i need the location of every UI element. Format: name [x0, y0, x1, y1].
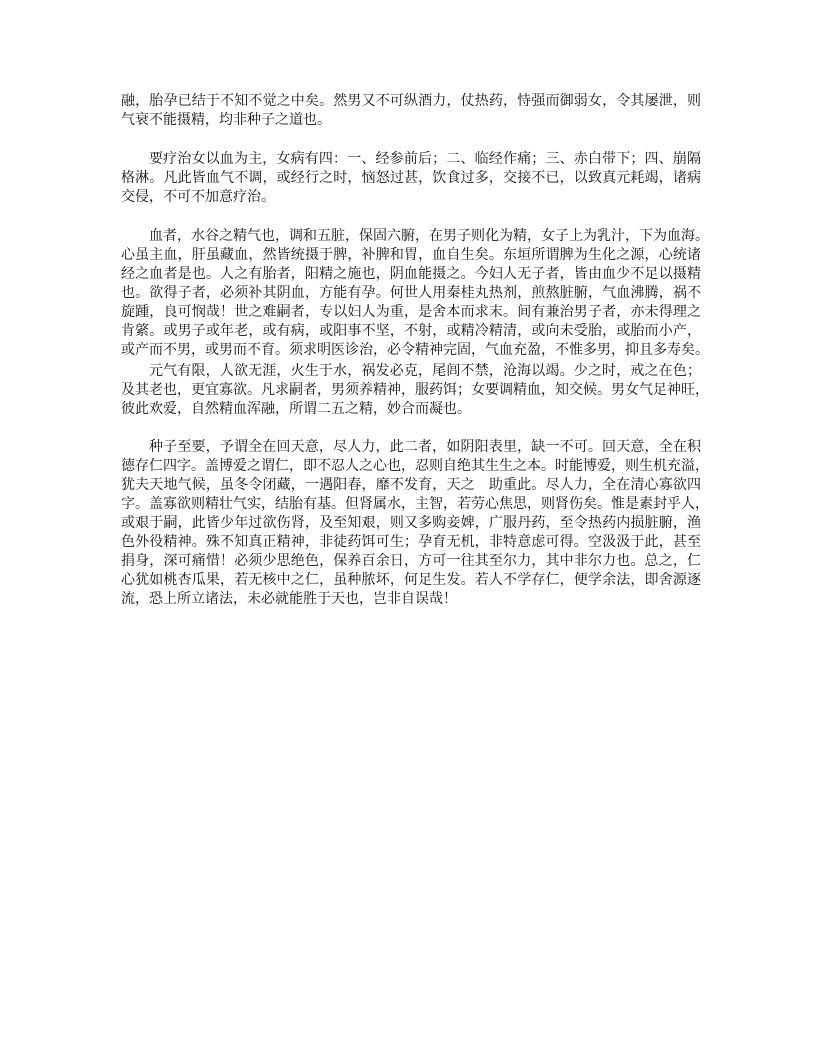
text-line: 也。欲得子者，必须补其阴血，方能有孕。何世人用秦桂丸热剂，煎熬脏腑，气血沸腾，祸不 — [121, 285, 701, 301]
text-line: 犹夫天地气候，虽冬令闭藏，一遇阳春，靡不发育，天之 助重此。尽人力，全在清心寡欲四 — [121, 477, 701, 493]
text-line: 血者，水谷之精气也，调和五脏，保固六腑，在男子则化为精，女子上为乳汁，下为血海。 — [149, 228, 709, 244]
text-line: 元气有限，人欲无涯，火生于水，祸发必克，尾闾不禁，沧海以竭。少之时，戒之在色； — [149, 363, 701, 379]
text-line: 及其老也，更宜寡欲。凡求嗣者，男须养精神，服药饵；女要调精血，知交候。男女气足神旺， — [121, 382, 709, 398]
text-line: 彼此欢爱，自然精血浑融，所谓二五之精，妙合而凝也。 — [121, 401, 471, 417]
text-line: 流，恐上所立诸法，未必就能胜于天也，岂非自误哉！ — [121, 591, 457, 607]
text-line: 气衰不能摄精，均非种子之道也。 — [121, 112, 331, 128]
text-line: 德存仁四字。盖博爱之谓仁，即不忍人之心也，忍则自绝其生生之本。时能博爱，则生机充溢， — [121, 458, 709, 474]
text-line: 或艰于嗣，此皆少年过欲伤肾，及至知艰，则又多购妾婢，广服丹药，至令热药内损脏腑，渔 — [121, 515, 701, 531]
text-line: 或产而不男，或男而不育。须求明医诊治，必令精神完固，气血充盈，不惟多男，抑且多寿矣。 — [121, 342, 709, 358]
paragraph-female-disorders — [121, 150, 701, 207]
paragraph-seed-essentials — [121, 438, 709, 609]
text-line: 要疗治女以血为主，女病有四：一、经参前后；二、临经作痛；三、赤白带下；四、崩隔 — [149, 151, 701, 167]
text-line: 心犹如桃杏瓜果，若无核中之仁，虽种脓坏，何足生发。若人不学存仁，便学余法，即舍源逐 — [121, 572, 701, 588]
text-line: 旋踵，良可悯哉！世之难嗣者，专以妇人为重，是舍本而求末。间有兼治男子者，亦未得理之 — [121, 304, 701, 320]
text-line: 肯綮。或男子或年老，或有病，或阳事不坚，不射，或精冷精清，或向未受胎，或胎而小产， — [121, 323, 701, 339]
text-line: 融，胎孕已结于不知不觉之中矣。然男又不可纵酒力，仗热药，恃强而御弱女，令其屡泄，则 — [121, 93, 701, 109]
text-line: 捐身，深可痛惜！必须少思绝色，保养百余日，方可一往其至尔力，其中非尔力也。总之，仁 — [121, 553, 701, 569]
paragraph-blood — [121, 227, 709, 360]
text-line: 种子至要，予谓全在回天意，尽人力，此二者，如阴阳表里，缺一不可。回天意，全在积 — [149, 439, 701, 455]
text-line: 经之血者是也。人之有胎者，阳精之施也，阴血能摄之。今妇人无子者，皆由血少不足以摄精 — [121, 266, 701, 282]
text-line: 字。盖寡欲则精壮气实，结胎有基。但肾属水，主智，若劳心焦思，则肾伤矣。惟是素封乎人， — [121, 496, 709, 512]
text-line: 交侵，不可不加意疗治。 — [121, 189, 275, 205]
paragraph-continuation — [121, 92, 701, 130]
text-line: 格淋。凡此皆血气不调，或经行之时，恼怒过甚，饮食过多，交接不已，以致真元耗竭，诸病 — [121, 170, 701, 186]
text-line: 色外役精神。殊不知真正精神，非徒药饵可生；孕育无机，非特意虑可得。空汲汲于此，甚至 — [121, 534, 701, 550]
paragraph-primordial-qi — [121, 362, 709, 419]
text-line: 心虽主血，肝虽藏血，然皆统摄于脾，补脾和胃，血自生矣。东垣所谓脾为生化之源，心统诸 — [121, 247, 701, 263]
